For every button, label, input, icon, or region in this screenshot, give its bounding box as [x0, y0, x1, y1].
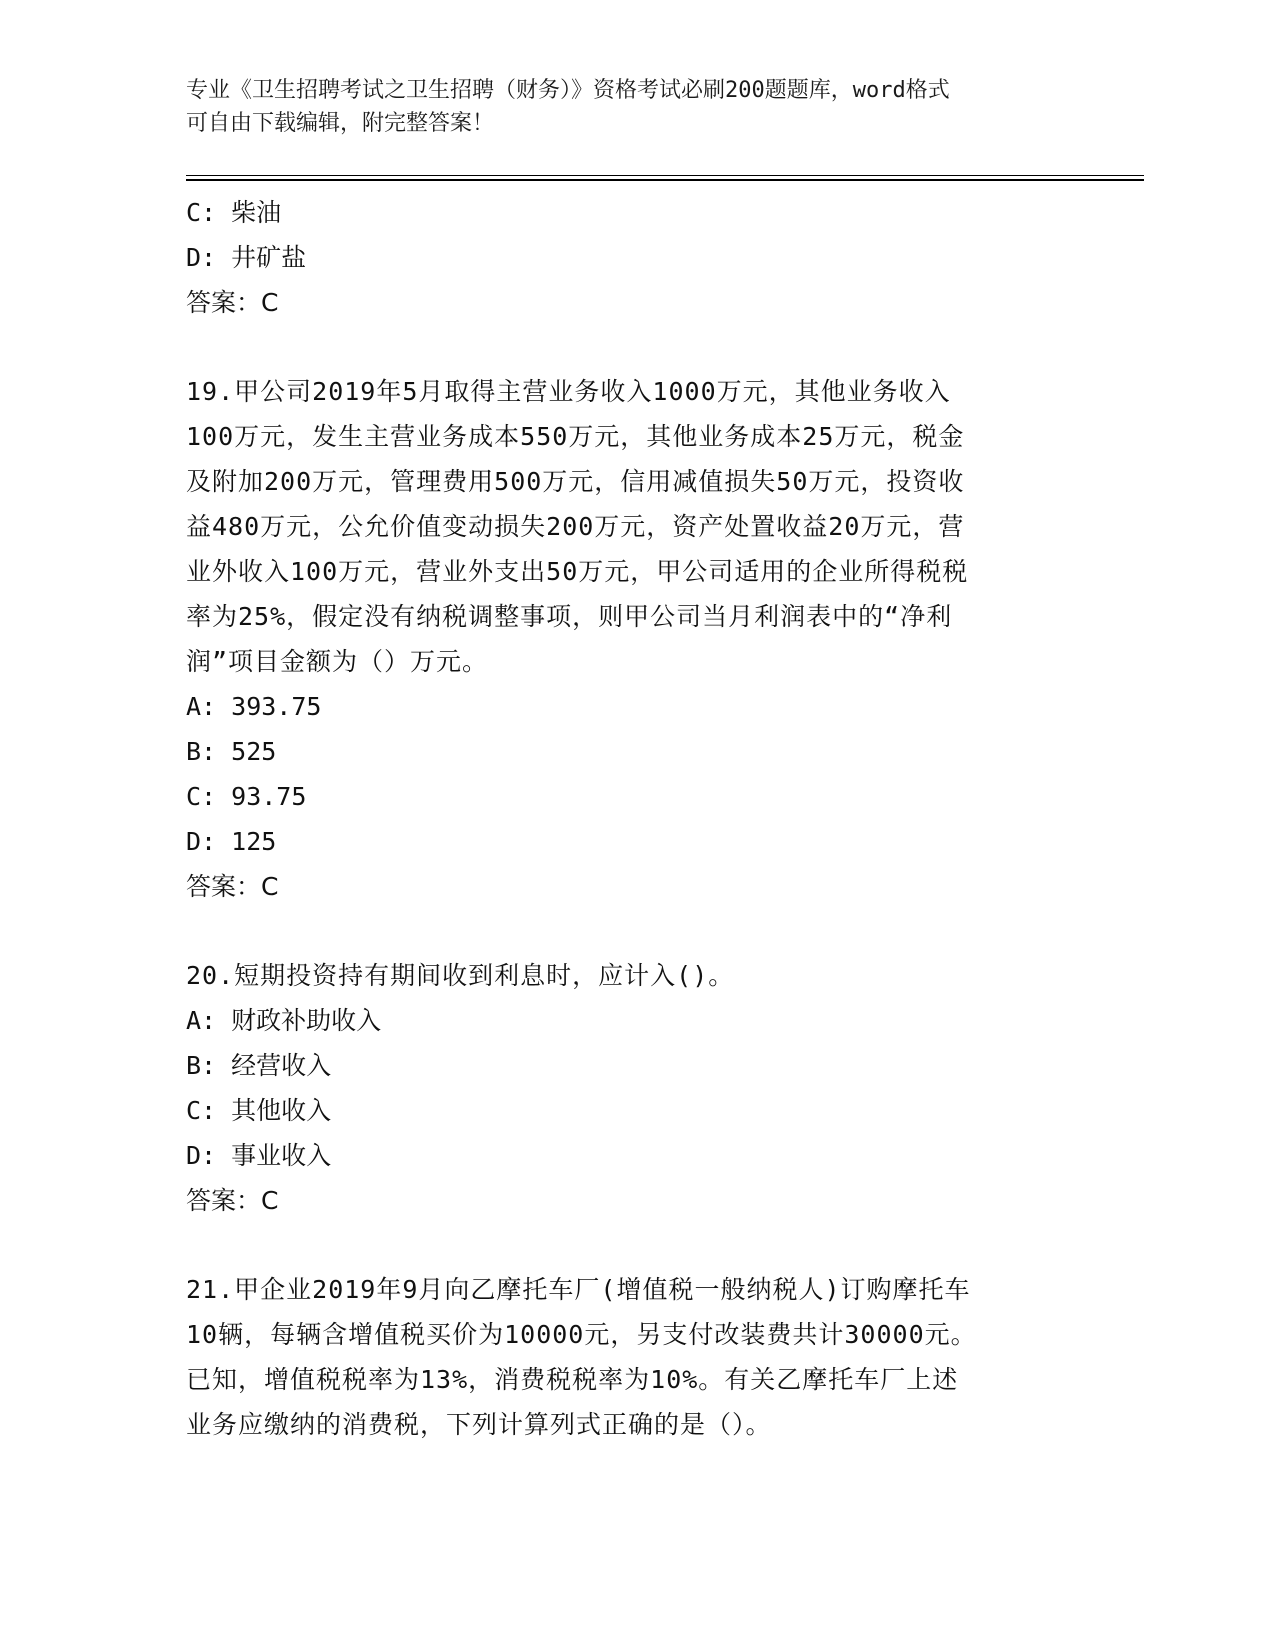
spacer: [186, 1223, 1086, 1267]
header-divider-thin: [186, 175, 1144, 176]
header-line-1: 专业《卫生招聘考试之卫生招聘（财务）》资格考试必刷200题题库，word格式: [186, 78, 950, 103]
option-c: C: 柴油: [186, 198, 282, 227]
answer-line: 答案：C: [186, 1186, 279, 1215]
option-d: D: 125: [186, 827, 277, 856]
option-c: C: 93.75: [186, 782, 307, 811]
question-text-line: 及附加200万元，管理费用500万元，信用减值损失50万元，投资收: [186, 467, 965, 496]
option-b: B: 经营收入: [186, 1051, 332, 1080]
question-20: [186, 953, 1086, 1223]
document-header: [186, 74, 1086, 140]
question-21: [186, 1267, 1086, 1447]
document-body: [186, 190, 1086, 1447]
question-text-line: 已知，增值税税率为13%，消费税税率为10%。有关乙摩托车厂上述: [186, 1365, 959, 1394]
header-line-2: 可自由下载编辑，附完整答案！: [186, 111, 495, 136]
header-divider-thick: [186, 179, 1144, 181]
question-text-line: 益480万元，公允价值变动损失200万元，资产处置收益20万元，营: [186, 512, 965, 541]
option-b: B: 525: [186, 737, 277, 766]
spacer: [186, 909, 1086, 953]
option-a: A: 财政补助收入: [186, 1006, 382, 1035]
question-text-line: 19.甲公司2019年5月取得主营业务收入1000万元，其他业务收入: [186, 377, 951, 406]
answer-line: 答案：C: [186, 872, 279, 901]
spacer: [186, 325, 1086, 369]
question-19: [186, 369, 1086, 909]
option-a: A: 393.75: [186, 692, 322, 721]
answer-line: 答案：C: [186, 288, 279, 317]
option-d: D: 事业收入: [186, 1141, 332, 1170]
question-text-line: 业外收入100万元，营业外支出50万元，甲公司适用的企业所得税税: [186, 557, 969, 586]
option-c: C: 其他收入: [186, 1096, 332, 1125]
question-text-line: 业务应缴纳的消费税，下列计算列式正确的是（）。: [186, 1410, 772, 1439]
previous-question-tail: [186, 190, 1086, 325]
question-text-line: 率为25%，假定没有纳税调整事项，则甲公司当月利润表中的“净利: [186, 602, 953, 631]
question-text-line: 润”项目金额为（）万元。: [186, 647, 489, 676]
question-text-line: 20.短期投资持有期间收到利息时，应计入()。: [186, 961, 735, 990]
question-text-line: 100万元，发生主营业务成本550万元，其他业务成本25万元，税金: [186, 422, 965, 451]
question-text-line: 10辆，每辆含增值税买价为10000元，另支付改装费共计30000元。: [186, 1320, 977, 1349]
option-d: D: 井矿盐: [186, 243, 307, 272]
question-text-line: 21.甲企业2019年9月向乙摩托车厂(增值税一般纳税人)订购摩托车: [186, 1275, 971, 1304]
